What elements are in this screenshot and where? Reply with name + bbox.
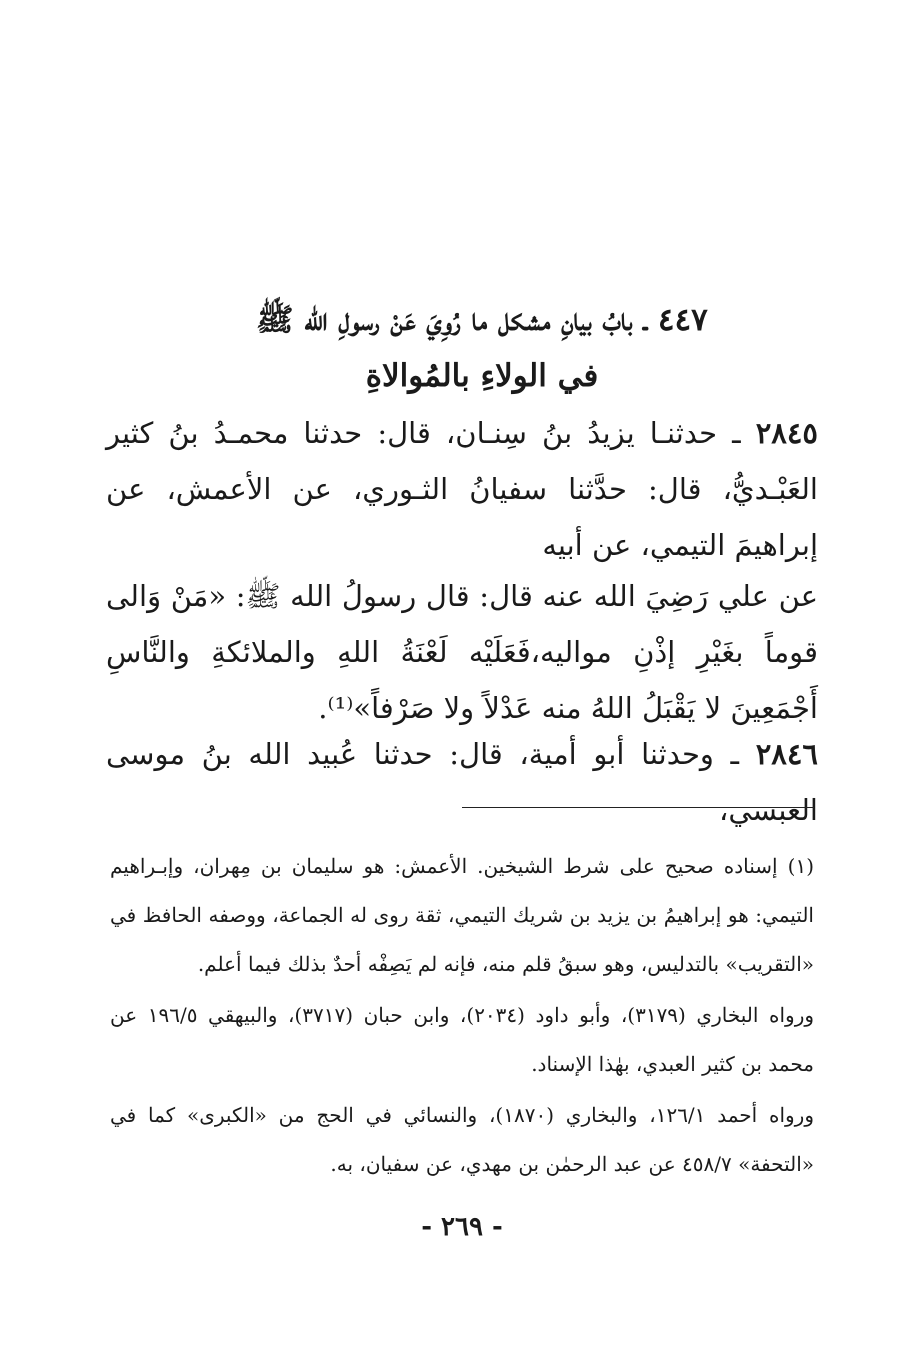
hadith-2846-text: ـ وحدثنا أبو أمية، قال: حدثنا عُبيد الله بنُ موسى العبسي، — [106, 737, 818, 827]
hadith-2845-matn — [106, 568, 818, 736]
chapter-title-line-1: ٤٤٧ ـ بابُ بيانِ مشكل ما رُوِيَ عَنْ رسولِ الله ﷺ — [256, 302, 708, 338]
chapter-title-line-2: في الولاءِ بالمُوالاةِ — [365, 358, 599, 394]
footnote-3: ورواه أحمد ١٢٦/١، والبخاري (١٨٧٠)، والنسائي في الحج من «الكبرى» كما في «التحفة» ٤٥٨/٧ عن عبد الرحمٰن بن مهدي، عن سفيان، به. — [110, 1103, 814, 1176]
hadith-number: ٢٨٤٦ — [755, 737, 818, 771]
hadith-2846 — [106, 726, 818, 838]
page-number: - ٢٦٩ - — [421, 1212, 503, 1242]
footnotes — [110, 842, 814, 1191]
footnote-1: (١) إسناده صحيح على شرط الشيخين. الأعمش: هو سليمان بن مِهران، وإبـراهيم التيمي: هو إبراهيمُ بن يزيد بن شريك التيمي، ثقة روى له الجماعة، ووصفه الحافظ في «التقريب» بالتدليس، وهو سبقُ قلم منه، فإنه لم يَصِفْه أحدٌ بذلك فيما أعلم. — [110, 854, 814, 976]
chapter-heading — [140, 292, 824, 404]
hadith-2845-isnad — [106, 405, 818, 573]
footnote-divider — [462, 807, 814, 808]
hadith-isnad-text: ـ حدثنـا يزيدُ بنُ سِنـان، قال: حدثنا محمـدُ بنُ كثير العَبْـديُّ، قال: حدَّثنا سفيانُ الثـوري، عن الأعمش، عن إبراهيمَ التيمي، عن أبيه — [106, 416, 818, 562]
footnote-2: ورواه البخاري (٣١٧٩)، وأبو داود (٢٠٣٤)، وابن حبان (٣٧١٧)، والبيهقي ١٩٦/٥ عن محمد بن كثير العبدي، بهٰذا الإسناد. — [110, 1003, 815, 1076]
hadith-number: ٢٨٤٥ — [755, 416, 818, 450]
hadith-matn-text: عن علي رَضِيَ الله عنه قال: قال رسولُ الله ﷺ: «مَنْ وَالى قوماً بغَيْرِ إذْنِ مواليه،فَعَلَيْه لَعْنَةُ اللهِ والملائكةِ والنَّاسِ أَجْمَعِينَ لا يَقْبَلُ اللهُ منه عَدْلاً ولا صَرْفاً»⁽¹⁾. — [106, 579, 818, 725]
